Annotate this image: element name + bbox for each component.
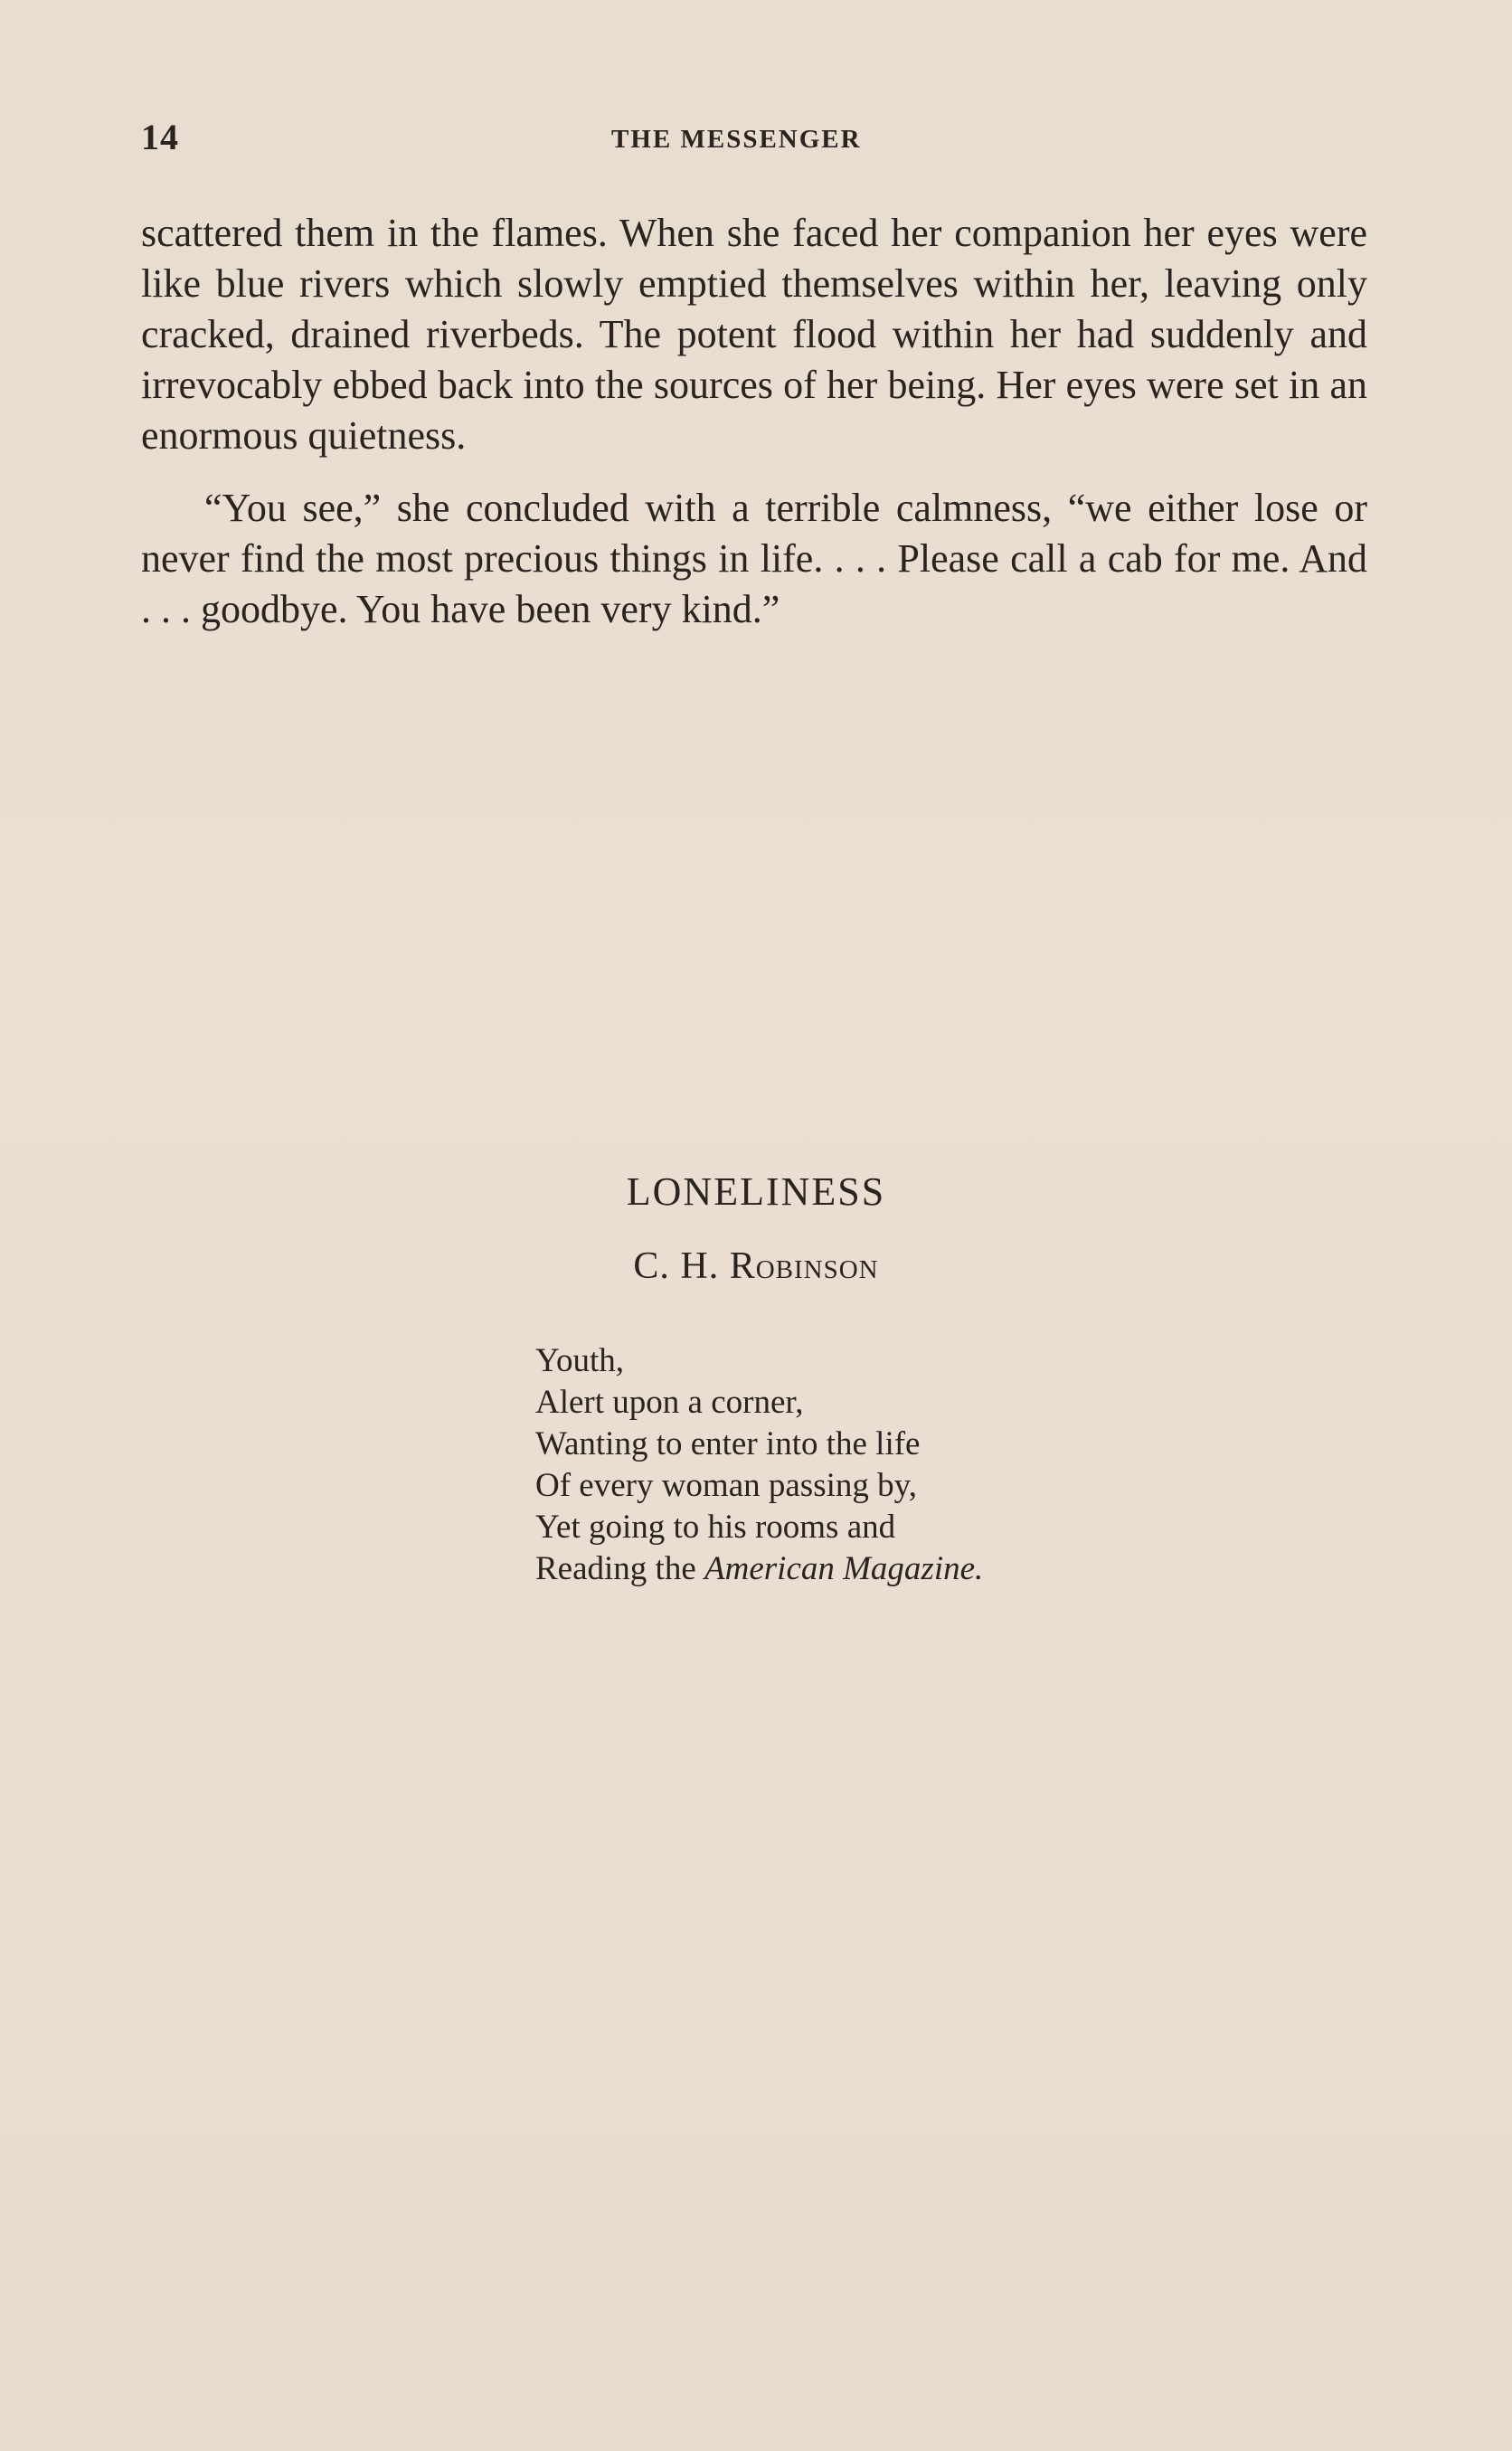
magazine-title: American Magazine. — [704, 1550, 984, 1587]
poem-title: LONELINESS — [626, 1169, 886, 1214]
poem-line-text: Reading the — [535, 1550, 696, 1587]
poem-line-last — [535, 1548, 983, 1590]
poem-author: C. H. Robinson — [633, 1245, 879, 1287]
poem-body — [535, 1340, 983, 1590]
poem-line: Of every woman passing by, — [535, 1467, 917, 1504]
journal-title: THE MESSENGER — [611, 125, 862, 154]
running-head — [141, 116, 1367, 161]
poem-line: Wanting to enter into the life — [535, 1425, 921, 1462]
paragraph: scattered them in the flames. When she faced her companion her eyes were like blue rivers which slowly emptied themselves within her, leaving only cracked, drained riverbeds. The potent flood within her had suddenly and irrevocably ebbed back into the sources of her being. Her eyes were set in an enormous quietness. — [141, 211, 1367, 458]
poem-line: Youth, — [535, 1342, 625, 1379]
poem-line: Alert upon a corner, — [535, 1384, 804, 1421]
poem-line: Yet going to his rooms and — [535, 1509, 896, 1546]
story-text — [141, 208, 1367, 635]
page-number: 14 — [141, 117, 179, 157]
paragraph: “You see,” she concluded with a terrible calmness, “we either lose or never find the most precious things in life. . . . Please call a cab for me. And . . . goodbye. You have been very kind.” — [141, 486, 1367, 631]
